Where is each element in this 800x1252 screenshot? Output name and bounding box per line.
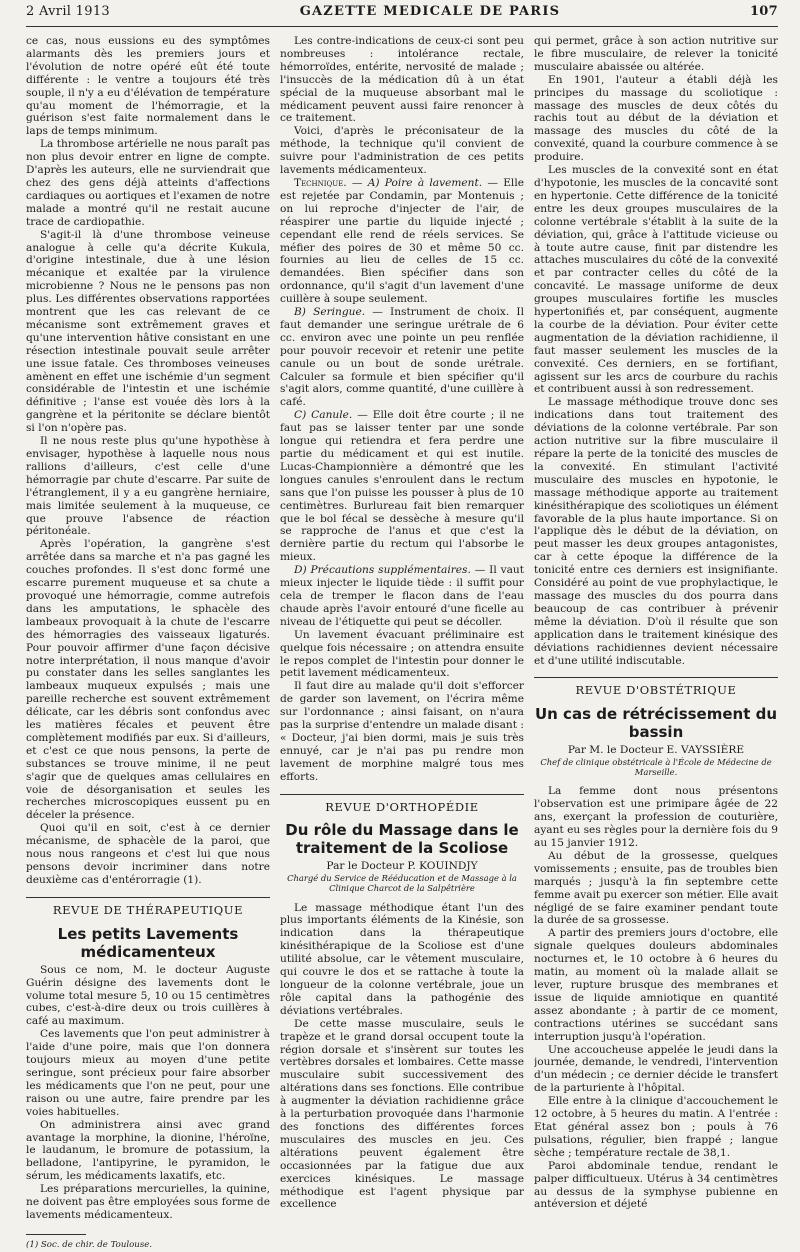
paragraph: Il faut dire au malade qu'il doit s'efforcer de garder son lavement, on l'écrira même sur l'ordonnance ; ainsi faisant, on n'aura pas la surprise d'entendre un malade disant : « Docteur, j'ai bien dormi, mais je suis très ennuyé, car je n'ai pas pu rendre mon lavement de morphine malgré tous mes efforts. [280, 680, 524, 783]
technique-c-text: — Elle doit être courte ; il ne faut pas se laisser tenter par une sonde longue qui retiendra et fera perdre une partie du médicament et qui est inutile. Lucas-Championnière a démontré que les longues canules s'enroulent dans le rectum sans que l'on puisse les pousser à plus de 10 centimètres. Burlureau fait bien remarquer que le bol fécal se dessèche à mesure qu'il se rapproche de l'anus et que c'est la dernière partie du rectum qui l'absorbe le mieux. [280, 409, 524, 564]
section-divider [280, 794, 524, 795]
header-date: 2 Avril 1913 [26, 4, 110, 19]
footnote-rule [26, 1234, 86, 1235]
paragraph: Paroi abdominale tendue, rendant le palper difficultueux. Utérus à 34 centimètres au dessus de la symphyse pubienne en antéversion et déjeté [534, 1159, 778, 1211]
paragraph: Après l'opération, la gangrène s'est arrêtée dans sa marche et n'a pas gagné les couches profondes. Il s'est donc formé une escarre purement muqueuse et sa chute a provoqué une hémorragie, comme autrefois dans les amputations, le sphacèle des lambeaux provoquait à la chute de l'escarre des hémorragies des vaisseaux ligaturés. Pour pouvoir affirmer d'une façon décisive notre interprétation, il nous manque d'avoir pu constater dans les selles sanglantes les lambeaux muqueux expulsés ; mais une pareille recherche est souvent extrêmement délicate, car les débris sont confondus avec les matières fécales et peuvent être complètement modifiés par eux. Si d'ailleurs, et c'est ce que nous pensons, la perte de substances se trouve minime, il ne peut s'agir que de quelques amas cellulaires en voie de désorganisation et seules les recherches microscopiques eussent pu en déceler la présence. [26, 538, 270, 822]
byline: Par M. le Docteur E. VAYSSIÈRE [567, 744, 745, 757]
paragraph: Le massage méthodique trouve donc ses indications dans tout traitement des déviations de la colonne vertébrale. Par son action nutritive sur la fibre musculaire il répare la perte de la tonicité des muscles de la convexité. En stimulant l'activité musculaire des muscles en hypotonie, le massage méthodique apporte au traitement kinésithérapique des scoliotiques un élément favorable de la plus haute importance. Si on l'applique dès le début de la déviation, on peut masser les deux groupes antagonistes, car à cette époque la différence de la tonicité entre ces derniers est insignifiante. Considéré au point de vue prophylactique, le massage des muscles du dos pourra dans beaucoup de cas contribuer à prévenir même la déviation. D'où il résulte que son application dans le traitement kinésique des déviations rachidiennes devient nécessaire et d'une utilité indiscutable. [534, 396, 778, 667]
section-divider [26, 897, 270, 898]
column-3 [534, 35, 778, 1252]
section-title-obstetrique: REVUE D'OBSTÉTRIQUE [575, 683, 737, 698]
paragraph: S'agit-il là d'une thrombose veineuse analogue à celle qu'a décrite Kukula, d'origine intestinale, due à une lésion mécanique et exaltée par la virulence microbienne ? Nous ne le pensons pas non plus. Les différentes observations rapportées montrent que les cas relevant de ce mécanisme sont extrêmement graves et qu'une intervention hâtive consistant en une résection intestinale pouvait seule arrêter une issue fatale. Ces thromboses veineuses amènent en effet une ischémie d'un segment considérable de l'intestin et une ischémie définitive ; l'anse est vouée dès lors à la gangrène et la péritonite se déclare bientôt si l'on n'opère pas. [26, 228, 270, 435]
section-title-orthopedie: REVUE D'ORTHOPÉDIE [325, 799, 479, 814]
paragraph: ce cas, nous eussions eu des symptômes alarmants dès les premiers jours et l'évolution de notre opéré eût été toute différente : le ventre a toujours été très souple, il n'y a eu d'élévation de température qu'au moment de l'hémorragie, et la guérison s'est faite normalement dans le laps de temps minimum. [26, 35, 270, 138]
paragraph: Les muscles de la convexité sont en état d'hypotonie, les muscles de la concavité sont en hypertonie. Cette différence de la tonicité entre les deux groupes musculaires de la colonne vertébrale s'établit à la suite de la déviation, qui, grâce à l'attitude vicieuse ou à toute autre cause, finit par distendre les attaches musculaires du côté de la convexité et par contracter celles du côté de la concavité. Le massage uniforme de deux groupes musculaires fortifie les muscles hypertonifiés et, par conséquent, augmente la courbe de la déviation. Pour éviter cette augmentation de la déviation rachidienne, il faut masser seulement les muscles de la convexité. Ces derniers, en se fortifiant, agissent sur les arcs de courbure du rachis et contribuent aussi à son redressement. [534, 164, 778, 396]
paragraph: Sous ce nom, M. le docteur Auguste Guérin désigne des lavements dont le volume total mesure 5, 10 ou 15 centimètres cubes, c'est-à-dire deux ou trois cuillères à café au maximum. [26, 963, 270, 1028]
paragraph: Les préparations mercurielles, la quinine, ne doivent pas être employées sous forme de lavements médicamenteux. [26, 1183, 270, 1221]
technique-b-text: — Instrument de choix. Il faut demander une seringue urétrale de 6 cc. environ avec une pointe un peu renflée pour pouvoir recevoir et retenir une petite canule ou un bout de sonde urétrale. Calculer sa formule et bien spécifier qu'il s'agit alors, comme quantité, d'une cuillère à café. [280, 306, 524, 409]
article-title-lavements: Les petits Lavements médicamenteux [57, 924, 239, 961]
technique-b-title: B) Seringue. [294, 306, 366, 319]
paragraph: Un lavement évacuant préliminaire est quelque fois nécessaire ; on attendra ensuite le repos complet de l'intestin pour donner le petit lavement médicamenteux. [280, 628, 524, 680]
paragraph [280, 409, 524, 564]
paragraph: A partir des premiers jours d'octobre, elle signale quelques douleurs abdominales nocturnes et, le 10 octobre à 6 heures du matin, au moment où la malade allait se lever, rupture brusque des membranes et issue de liquide amniotique en quantité assez abondante ; à partir de ce moment, contractions utérines se succédant sans interruption jusqu'à l'opération. [534, 927, 778, 1043]
paragraph: Ces lavements que l'on peut administrer à l'aide d'une poire, mais que l'on donnera toujours mieux au moyen d'une petite seringue, sont précieux pour faire absorber les médicaments que l'on ne peut, pour une raison ou une autre, faire prendre par les voies habituelles. [26, 1028, 270, 1118]
footnote: (1) Soc. de chir. de Toulouse. [26, 1239, 153, 1250]
technique-a-text: — Elle est rejetée par Condamin, par Montenuis ; on lui reproche d'injecter de l'air, de réaspirer une partie du liquide injecté ; cependant elle rend de réels services. Se méfier des poires de 30 et même 50 cc. fournies au lieu de celles de 15 cc. demandées. Bien spécifier dans son ordonnance, qu'il s'agit d'un lavement d'une cuillère à soupe seulement. [280, 176, 524, 306]
paragraph: qui permet, grâce à son action nutritive sur le fibre musculaire, de relever la tonicité musculaire abaissée ou altérée. [534, 35, 778, 73]
paragraph: La thrombose artérielle ne nous paraît pas non plus devoir entrer en ligne de compte. D'après les auteurs, elle ne surviendrait que chez des gens déjà atteints d'affections cardiaques ou aortiques et l'examen de notre malade a montré qu'il ne restait aucune trace de cardiopathie. [26, 138, 270, 228]
article-title-scoliose: Du rôle du Massage dans le traitement de la Scoliose [285, 821, 519, 858]
paragraph: La femme dont nous présentons l'observation est une primipare âgée de 22 ans, exerçant la profession de couturière, ayant eu ses règles pour la dernière fois du 9 au 15 janvier 1912. [534, 785, 778, 850]
paragraph: Une accoucheuse appelée le jeudi dans la journée, demande, le vendredi, l'intervention d'un médecin ; ce dernier décide le transfert de la parturiente à l'hôpital. [534, 1043, 778, 1095]
paragraph: Quoi qu'il en soit, c'est à ce dernier mécanisme, de sphacèle de la paroi, que nous nous rangeons et c'est lui que nous pensons devoir incriminer dans notre deuxième cas d'entérorragie (1). [26, 822, 270, 886]
technique-label: Technique. [294, 176, 347, 189]
paragraph: On administrera ainsi avec grand avantage la morphine, la dionine, l'héroïne, le laudanum, le bromure de potassium, la belladone, l'antipyrine, le pyramidon, le sérum, les médicaments laxatifs, etc. [26, 1118, 270, 1183]
columns [26, 35, 778, 1252]
paragraph [280, 564, 524, 629]
byline: Par le Docteur P. KOUINDJY [326, 860, 478, 873]
technique-a-title: — A) Poire à lavement. [351, 176, 483, 189]
paragraph: Elle entre à la clinique d'accouchement le 12 octobre, à 5 heures du matin. A l'entrée : Etat général assez bon ; pouls à 76 pulsations, régulier, bien frappé ; langue sèche ; température rectale de 38,1. [534, 1095, 778, 1159]
column-1 [26, 35, 270, 1252]
technique-d-text: — Il vaut mieux injecter le liquide tiède : il suffit pour cela de tremper le flacon dans de l'eau chaude après l'avoir entouré d'une ficelle au niveau de l'étiquette qui peut se décoller. [280, 564, 524, 628]
paragraph: Il ne nous reste plus qu'une hypothèse à envisager, hypothèse à laquelle nous nous rallions d'ailleurs, c'est celle d'une hémorragie par chute d'escarre. Par suite de l'étranglement, il y a eu gangrène herniaire, mais limitée seulement à la muqueuse, ce que prouve l'absence de réaction péritonéale. [26, 435, 270, 538]
paragraph [280, 306, 524, 409]
paragraph [280, 177, 524, 306]
author-affiliation: Chef de clinique obstétricale à l'École de Médecine de Marseille. [540, 757, 772, 777]
header-page-number: 107 [749, 4, 778, 19]
author-affiliation: Chargé du Service de Rééducation et de Massage à la Clinique Charcot de la Salpêtrière [287, 873, 517, 893]
column-2 [280, 35, 524, 1252]
paragraph: De cette masse musculaire, seuls le trapèze et le grand dorsal occupent toute la région dorsale et s'insèrent sur toutes les vertèbres dorsales et lombaires. Cette masse musculaire subit successivement des altérations dans ses fonctions. Elle contribue à augmenter la déviation rachidienne grâce à la perturbation provoquée dans l'harmonie des fonctions des différentes forces musculaires des muscles en jeu. Ces altérations peuvent également être occasionnées par la fatigue due aux exercices kinésiques. Le massage méthodique est l'agent physique par excellence [280, 1017, 524, 1211]
technique-d-title: D) Précautions supplémentaires. [294, 564, 471, 577]
section-title-therapeutique: REVUE DE THÉRAPEUTIQUE [52, 902, 244, 917]
paragraph: Les contre-indications de ceux-ci sont peu nombreuses : intolérance rectale, hémorroïdes, entérite, nervosité de malade ; l'insuccès de la médication dû à un état spécial de la muqueuse absorbant mal le médicament peuvent aussi faire renoncer à ce traitement. [280, 35, 524, 125]
header-journal-title: GAZETTE MEDICALE DE PARIS [299, 4, 561, 19]
paragraph: Le massage méthodique étant l'un des plus importants éléments de la Kinésie, son indication dans la thérapeutique kinésithérapique de la Scoliose est d'une utilité absolue, car le vêtement musculaire, qui couvre le dos et se rattache à toute la longueur de la colonne vertébrale, joue un rôle capital dans la pathogénie des déviations vertébrales. [280, 901, 524, 1017]
paragraph: Voici, d'après le préconisateur de la méthode, la technique qu'il convient de suivre pour l'administration de ces petits lavements médicamenteux. [280, 125, 524, 177]
page-header [26, 4, 778, 27]
paragraph: En 1901, l'auteur a établi déjà les principes du massage du scoliotique : massage des muscles de deux côtés du rachis tout au début de la déviation et massage des muscles du côté de la convexité, quand la courbure commence à se produire. [534, 73, 778, 164]
article-title-bassin: Un cas de rétrécissement du bassin [534, 705, 778, 742]
technique-c-title: C) Canule. [294, 409, 353, 422]
paragraph: Au début de la grossesse, quelques vomissements ; ensuite, pas de troubles bien marqués ; jusqu'à la fin septembre cette femme avait pu exercer son métier. Elle avait négligé de se faire examiner pendant toute la durée de sa grossesse. [534, 849, 778, 927]
section-divider [534, 677, 778, 678]
